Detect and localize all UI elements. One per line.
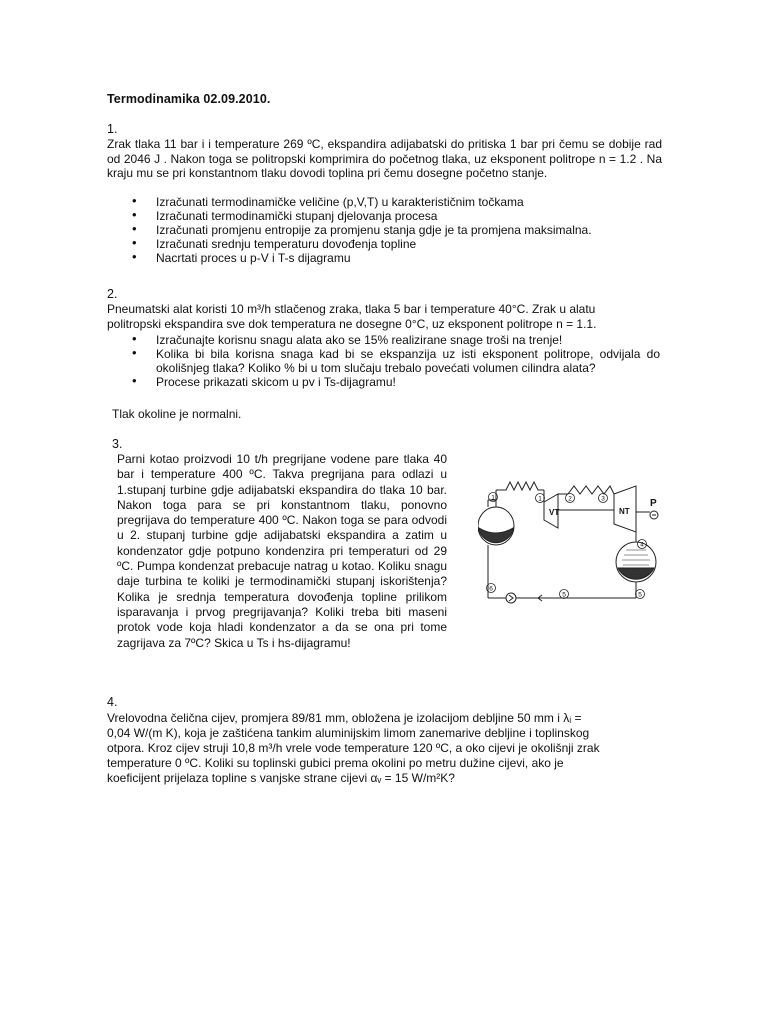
pump [506,593,516,603]
list-item: • Nacrtati proces u p-V i T-s dijagramu [130,251,670,265]
list-item: • Procese prikazati skicom u pv i Ts-dijagramu! [130,375,660,389]
problem-2-line-2: politropski ekspandira sve dok temperatura ne dosegne 0°C, uz eksponent politrope n = 1.1. [107,317,597,331]
problem-4-line-5: koeficijent prijelaza topline s vanjske strane cijevi αᵥ = 15 W/m²K? [107,771,455,785]
document-title: Termodinamika 02.09.2010. [107,92,271,106]
problem-4-line-1: Vrelovodna čelična cijev, promjera 89/81 mm, obložena je izolacijom debljine 50 mm i λᵢ = [107,711,582,725]
problem-2-line-1: Pneumatski alat koristi 10 m³/h stlačenog zraka, tlaka 5 bar i temperature 40°C. Zrak u alatu [107,302,596,316]
point-5-pipe-label: 5 [562,591,566,599]
problem-4-line-2: 0,04 W/(m K), koja je zaštićena tankim aluminijskim limom zanemarive debljine i toplinskog [107,726,590,740]
list-item: • Izračunati srednju temperaturu dovođenja topline [130,237,670,251]
lp-turbine-label: NT [619,507,630,516]
point-2-label: 2 [568,495,572,503]
point-1-label: 1 [538,495,542,503]
reheater [568,486,614,494]
problem-1-number: 1. [107,122,118,136]
steam-cycle-diagram [478,470,673,610]
problem-1-tasks [130,195,670,265]
hp-turbine-label: VT [549,508,560,517]
point-4-label: 4 [640,541,644,549]
list-item: • Izračunati termodinamički stupanj djelovanja procesa [130,209,670,223]
problem-2-tasks [130,333,660,389]
problem-3-number: 3. [112,437,123,451]
problem-1-text: Zrak tlaka 11 bar i i temperature 269 ºC, ekspandira adijabatski do pritiska 1 bar pri čemu se dobije rad od 2046 J . Nakon toga se politropski komprimira do početnog tlaka, uz eksponent politrope n = 1.2 . Na kraju mu se pri konstantnom tlaku dovodi toplina pri čemu dosegne početno stanje. [107,137,662,180]
list-item: • Kolika bi bila korisna snaga kad bi se ekspanzija uz isti eksponent politrope, odvijala do okolišnjeg tlaka? Koliko % bi u tom slučaju trebalo povećati volumen cilindra alata? [130,347,660,375]
point-6-label: 6 [489,585,493,593]
problem-2-number: 2. [107,287,118,301]
list-item: • Izračunati promjenu entropije za promjenu stanja gdje je ta promjena maksimalna. [130,223,670,237]
problem-3-text: Parni kotao proizvodi 10 t/h pregrijane vodene pare tlaka 40 bar i temperature 400 ºC. Takva pregrijana para odlazi u 1.stupanj turbine gdje adijabatski ekspandira do tlaka 10 bar. Nakon toga para se pri konstantnom tlaku, ponovno pregrijava do temperature 400 ºC. Nakon toga se para odvodi u 2. stupanj turbine gdje adijabatski ekspandira a zatim u kondenzator gdje potpuno kondenzira pri temperaturi od 29 ºC. Pumpa kondenzat prebacuje natrag u kotao. Koliku snagu daje turbina te koliki je termodinamički stupanj iskorištenja? Kolika je srednja temperatura dovođenja topline prilikom isparavanja i prvog pregrijavanja? Koliki treba biti maseni protok vode koja hladi kondenzator a da se ona pri tome zagrijava za 7ºC? Skica u Ts i hs-dijagramu! [117,452,447,650]
problem-4-line-3: otpora. Kroz cijev struji 10,8 m³/h vrele vode temperature 120 ºC, a oko cijevi je okolišnji zrak [107,741,600,755]
problem-4-number: 4. [107,695,118,709]
point-5-label: 5 [638,591,642,599]
point-1-prime-label: 1 [491,494,495,502]
problem-4-line-4: temperature 0 ºC. Koliki su toplinski gubici prema okolini po metru dužine cijevi, ako je [107,756,564,770]
superheater-1 [496,482,540,490]
problem-2-footer: Tlak okoline je normalni. [112,407,242,421]
power-label: P [650,498,657,509]
list-item: • Izračunajte korisnu snagu alata ako se 15% realizirane snage troši na trenje! [130,333,660,347]
list-item: • Izračunati termodinamičke veličine (p,V,T) u karakterističnim točkama [130,195,670,209]
point-3-label: 3 [601,495,605,503]
